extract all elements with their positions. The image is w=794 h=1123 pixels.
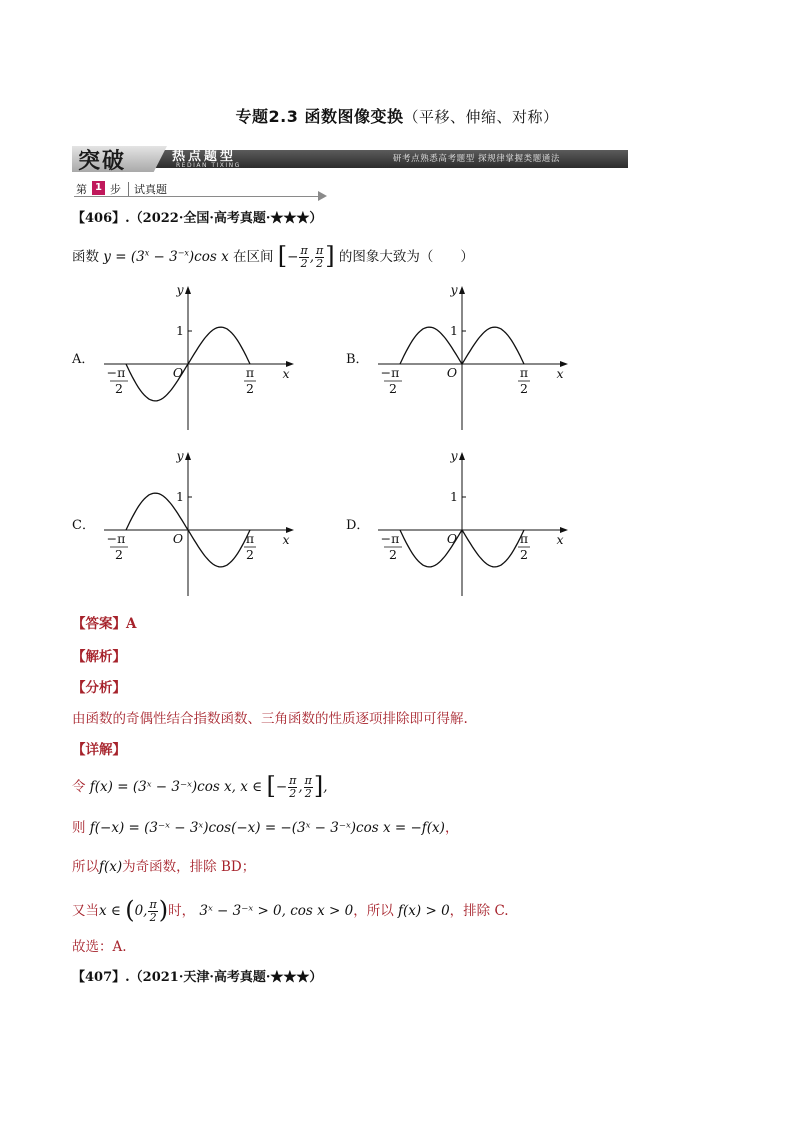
origin-label: O (172, 531, 184, 546)
detail-line-5: 故选：A. (72, 939, 127, 955)
stem-function: $y = (3^x - 3^{-x})\cos$ x (103, 248, 229, 265)
y-axis-label: y (450, 282, 458, 297)
banner-hot-text: 热点题型 (172, 149, 237, 164)
x-tick-label-neg-pi: −π (106, 531, 126, 546)
title-main: 专题2.3 函数图像变换 (235, 107, 404, 126)
x-tick-label-two: 2 (246, 381, 254, 396)
option-c-label: C． (72, 518, 95, 533)
y-axis-label: y (176, 448, 184, 463)
x-tick-label-two: 2 (246, 547, 254, 562)
x-axis-label: x (556, 532, 564, 547)
x-axis-label: x (556, 366, 564, 381)
x-tick-label-pi: π (519, 365, 529, 380)
x-tick-label-neg-pi: −π (380, 531, 400, 546)
title-sub: （平移、伸缩、对称） (403, 108, 559, 126)
y-tick-label-1: 1 (176, 489, 184, 504)
graph-option-c (96, 448, 316, 598)
question-407-header: 【407】.（2021·天津·高考真题·★★★） (72, 970, 323, 985)
x-tick-label-neg-two: 2 (389, 547, 397, 562)
y-axis-arrow-icon (459, 286, 465, 294)
option-a-label: A． (72, 352, 95, 367)
detail-line-4: 又当x ∈ (0, $\frac{\pi}{2}$ )时， 3ˣ − 3⁻ˣ > 0, cos x > 0，所以 f(x) > 0，排除 C. (72, 896, 509, 924)
option-d-label: D． (346, 518, 370, 533)
section-banner (72, 146, 628, 172)
graph-option-d (370, 448, 590, 598)
x-tick-label-neg-two: 2 (389, 381, 397, 396)
detail-line-2: 则 f(−x) = (3⁻ˣ − 3ˣ)cos(−x) = −(3ˣ − 3⁻ˣ)cos x = −f(x)， (72, 820, 459, 836)
step-arrow-icon (318, 191, 327, 201)
detail-line-3: 所以f(x)为奇函数，排除 BD； (72, 859, 256, 875)
stem-interval: [− $\frac{\pi}{2}$ , $\frac{\pi}{2}$ ] (277, 242, 335, 270)
y-tick-label-1: 1 (450, 489, 458, 504)
fenxi-tag: 【分析】 (72, 680, 126, 696)
step-underline (74, 196, 324, 197)
stem-prefix: 函数 (72, 249, 99, 265)
x-tick-label-neg-two: 2 (115, 381, 123, 396)
graph-option-b (370, 282, 590, 432)
step-number-badge: 1 (92, 181, 105, 195)
fenxi-text: 由函数的奇偶性结合指数函数、三角函数的性质逐项排除即可得解. (72, 711, 468, 727)
x-tick-label-neg-pi: −π (380, 365, 400, 380)
y-axis-arrow-icon (185, 286, 191, 294)
step-bar (74, 180, 328, 197)
origin-label: O (172, 365, 184, 380)
y-axis-label: y (450, 448, 458, 463)
x-tick-label-neg-pi: −π (106, 365, 126, 380)
x-tick-label-neg-two: 2 (115, 547, 123, 562)
detail-line-1: 令 f(x) = (3ˣ − 3⁻ˣ)cos x, x ∈ [− $\frac{\pi}{2}$ , $\frac{\pi}{2}$ ], (72, 772, 328, 800)
y-axis-arrow-icon (459, 452, 465, 460)
y-axis-arrow-icon (185, 452, 191, 460)
x-axis-label: x (282, 532, 290, 547)
banner-pinyin: REDIAN TIXING (176, 162, 241, 169)
step-suffix: 步 (110, 183, 121, 196)
banner-slogan: 研考点熟悉高考题型 探规律掌握类题通法 (392, 154, 560, 164)
step-prefix: 第 (76, 183, 87, 196)
x-tick-label-pi: π (245, 531, 255, 546)
option-b-label: B． (346, 352, 369, 367)
banner-big-text: 突破 (78, 148, 127, 174)
answer-tag: 【答案】 (72, 616, 126, 632)
step-label: 试真题 (134, 183, 167, 196)
x-tick-label-pi: π (519, 531, 529, 546)
origin-label: O (446, 531, 458, 546)
y-axis-label: y (176, 282, 184, 297)
analysis-tag: 【解析】 (72, 649, 126, 665)
step-divider (128, 182, 129, 196)
stem-suffix: 的图象大致为（ ） (338, 249, 474, 265)
detail-tag: 【详解】 (72, 742, 126, 758)
x-tick-label-two: 2 (520, 381, 528, 396)
x-axis-label: x (282, 366, 290, 381)
question-406-header: 【406】.（2022·全国·高考真题·★★★） (72, 211, 323, 226)
answer-value: A (126, 616, 137, 632)
x-tick-label-pi: π (245, 365, 255, 380)
answer-line (72, 612, 136, 632)
origin-label: O (446, 365, 458, 380)
stem-mid: 在区间 (233, 249, 274, 265)
graph-option-a (96, 282, 316, 432)
page-title (0, 104, 794, 127)
y-tick-label-1: 1 (176, 323, 184, 338)
question-406-stem (72, 242, 474, 270)
x-tick-label-two: 2 (520, 547, 528, 562)
y-tick-label-1: 1 (450, 323, 458, 338)
